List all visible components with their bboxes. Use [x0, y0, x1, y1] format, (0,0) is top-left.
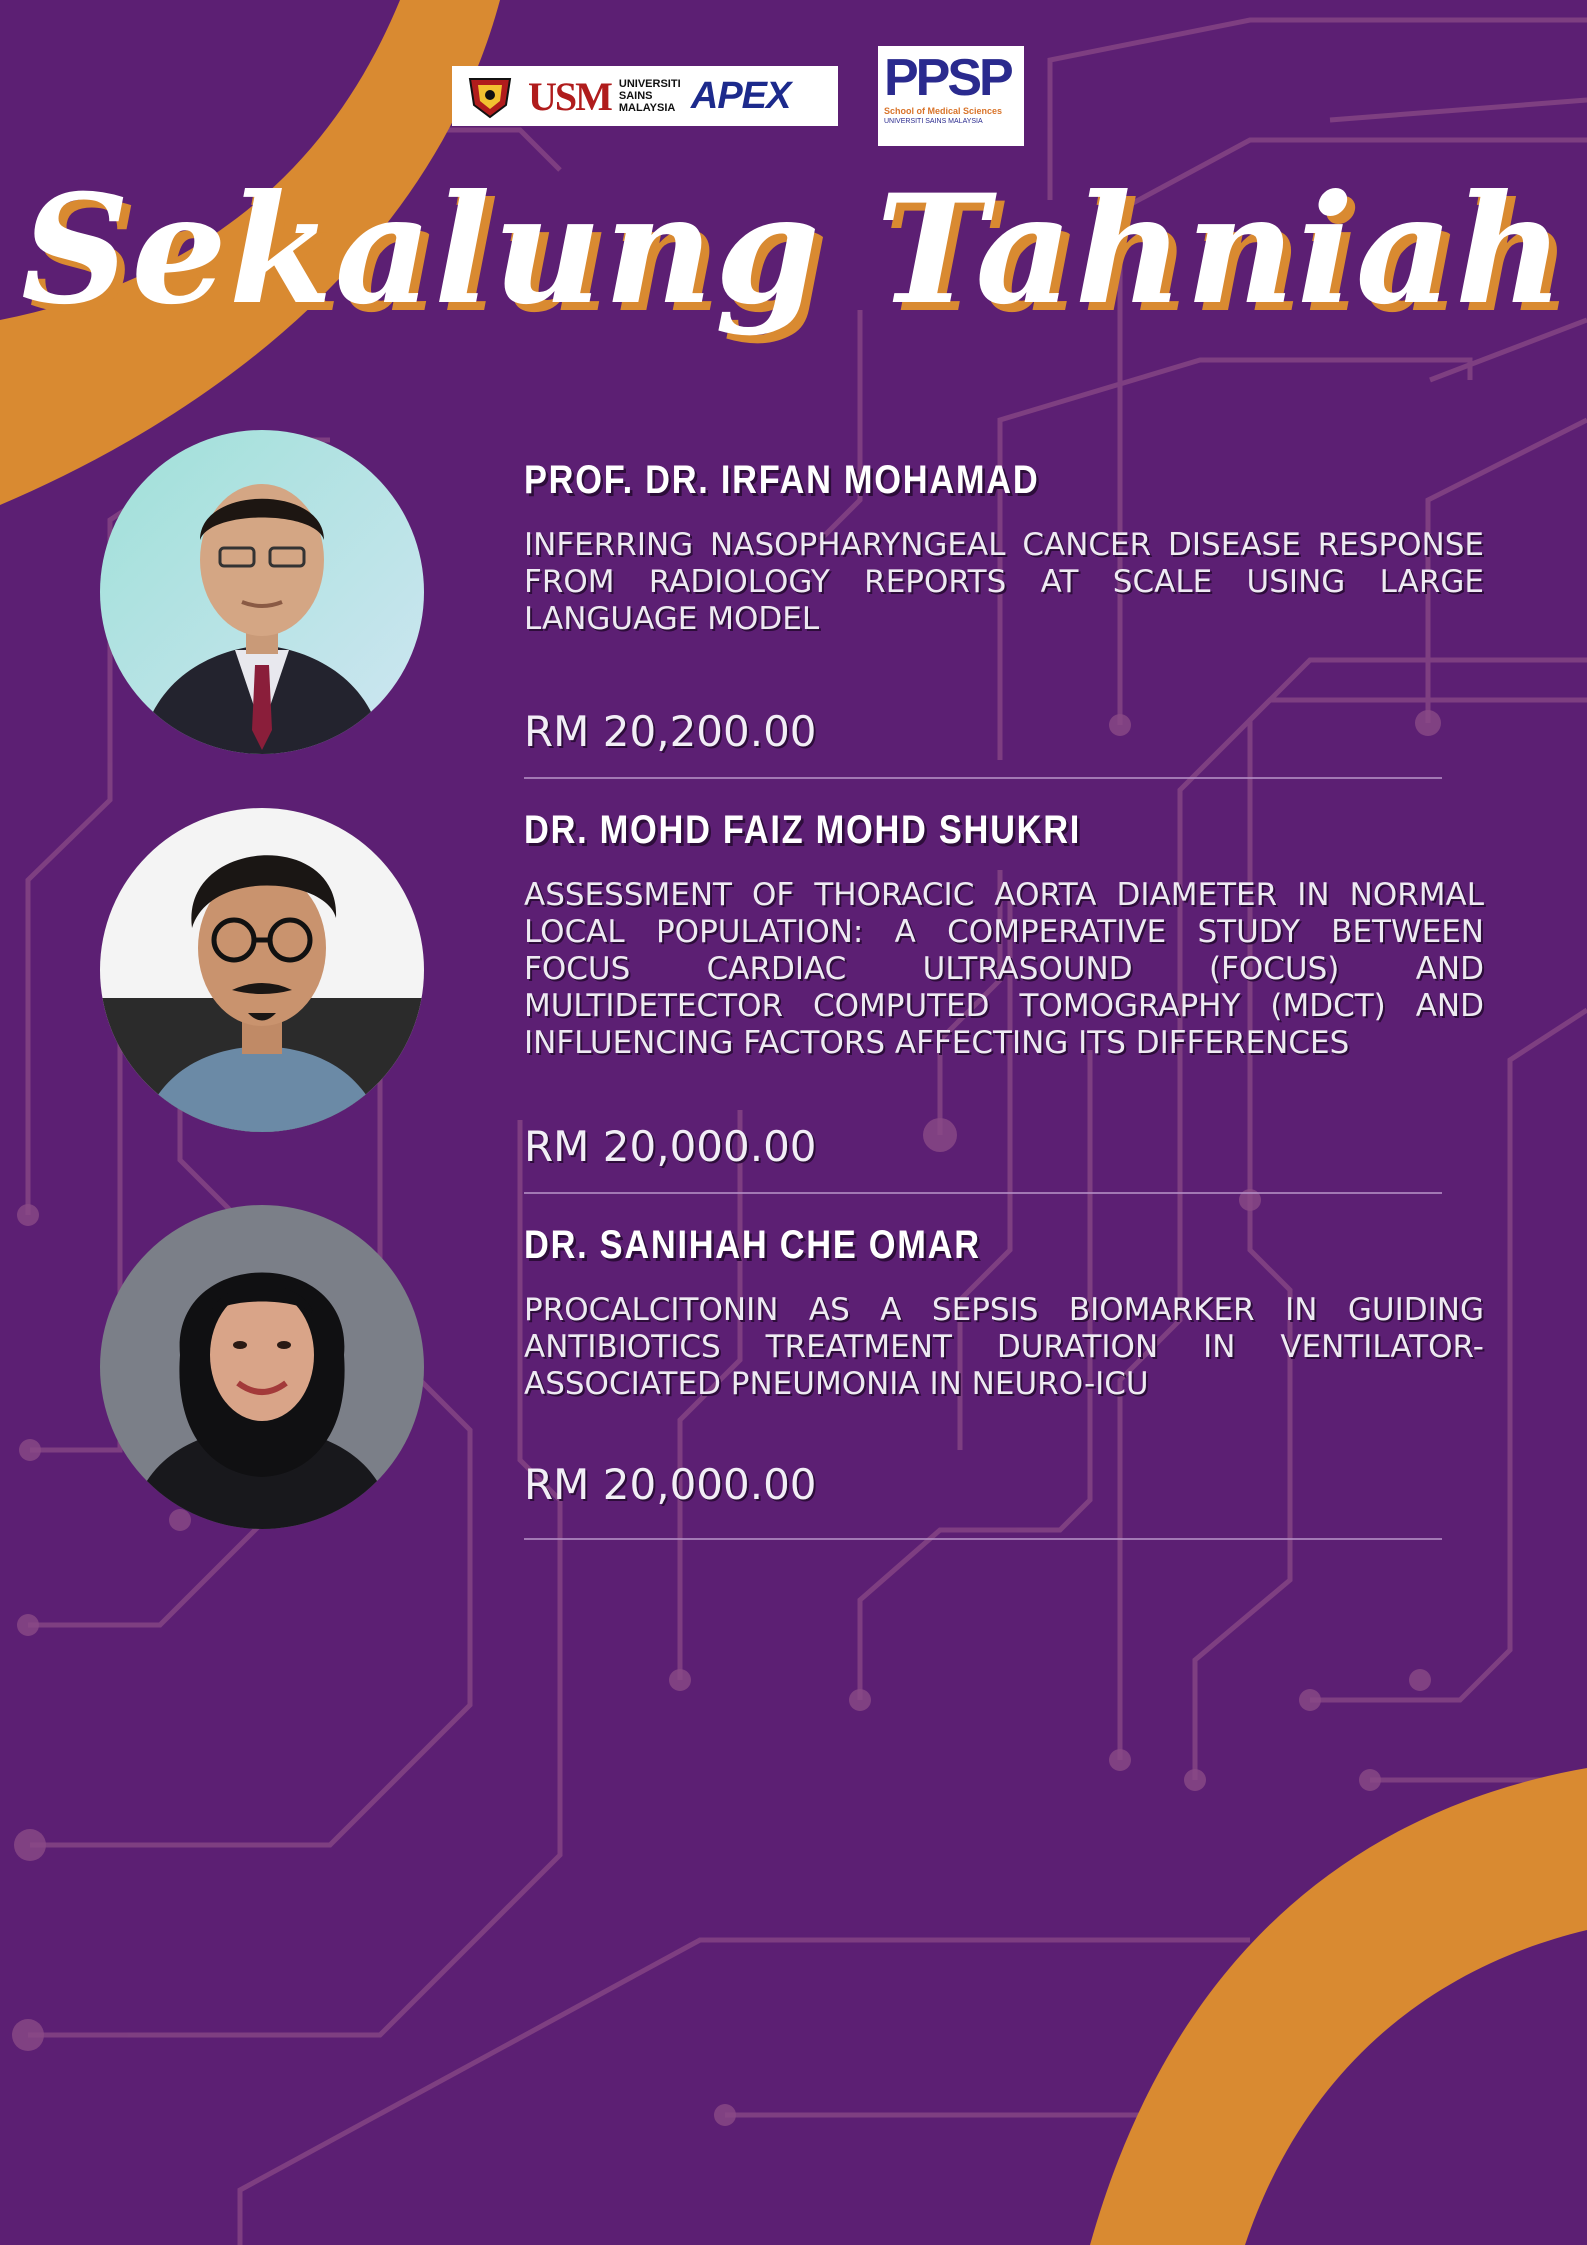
usm-apex-logo — [452, 66, 838, 126]
recipient-1 — [524, 455, 1484, 638]
ppsp-university: UNIVERSITI SAINS MALAYSIA — [884, 118, 983, 125]
recipient-2-grant-amount: RM 20,000.00 — [524, 1122, 817, 1171]
recipient-2-project-title: ASSESSMENT OF THORACIC AORTA DIAMETER IN NORMAL LOCAL POPULATION: A COMPERATIVE STUDY BETWEEN FOCUS CARDIAC ULTRASOUND (FOCUS) AND MULTIDETECTOR COMPUTED TOMOGRAPHY (MDCT) AND INFLUENCING FACTORS AFFECTING ITS DIFFERENCES — [524, 877, 1484, 1061]
usm-crest-icon — [460, 71, 520, 121]
recipient-3-name: DR. SANIHAH CHE OMAR — [524, 1223, 981, 1267]
divider-1 — [524, 777, 1442, 779]
ppsp-subtitle: School of Medical Sciences — [884, 106, 1003, 116]
divider-2 — [524, 1192, 1442, 1194]
portrait-woman-hijab-icon — [100, 1205, 424, 1529]
recipient-1-project-title: INFERRING NASOPHARYNGEAL CANCER DISEASE RESPONSE FROM RADIOLOGY REPORTS AT SCALE USING LARGE LANGUAGE MODEL — [524, 527, 1484, 637]
recipient-3-project-title: PROCALCITONIN AS A SEPSIS BIOMARKER IN GUIDING ANTIBIOTICS TREATMENT DURATION IN VENTILATOR-ASSOCIATED PNEUMONIA IN NEURO-ICU — [524, 1292, 1484, 1402]
recipient-2-photo — [100, 808, 424, 1132]
usm-university-name: UNIVERSITI SAINS MALAYSIA — [618, 78, 681, 114]
apex-wordmark: APEX — [690, 74, 791, 117]
recipient-1-grant-amount: RM 20,200.00 — [524, 707, 817, 756]
ppsp-logo — [878, 46, 1024, 146]
divider-3 — [524, 1538, 1442, 1540]
recipient-1-photo — [100, 430, 424, 754]
recipient-2 — [524, 805, 1484, 1062]
recipient-1-name: PROF. DR. IRFAN MOHAMAD — [524, 458, 1040, 502]
usm-wordmark: USM — [528, 73, 611, 119]
portrait-man-glasses-icon — [100, 430, 424, 754]
portrait-man-mustache-icon — [100, 808, 424, 1132]
ppsp-wordmark: PPSP — [884, 49, 1011, 107]
recipient-2-name: DR. MOHD FAIZ MOHD SHUKRI — [524, 808, 1082, 852]
recipient-3 — [524, 1220, 1484, 1403]
recipient-3-grant-amount: RM 20,000.00 — [524, 1460, 817, 1509]
poster-title: Sekalung Tahniah — [21, 162, 1566, 338]
recipient-3-photo — [100, 1205, 424, 1529]
